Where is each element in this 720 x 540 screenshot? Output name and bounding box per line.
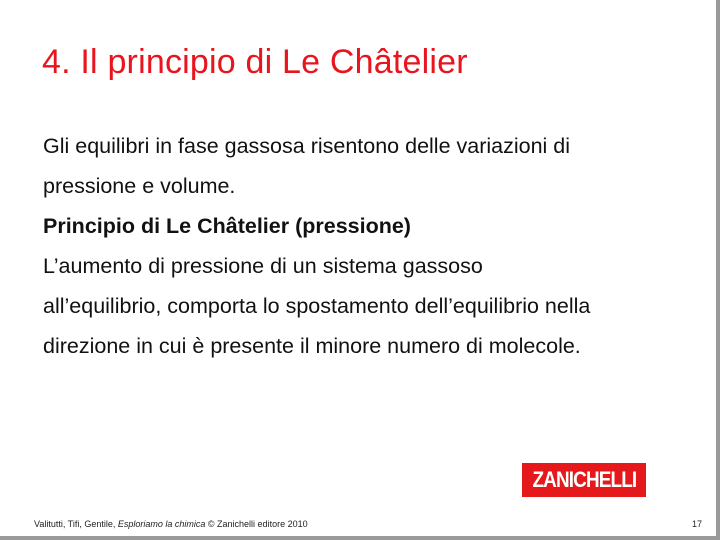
body-line: pressione e volume.: [43, 174, 236, 198]
footer-credits: [34, 519, 308, 529]
slide-body: [43, 126, 683, 366]
body-line: direzione in cui è presente il minore numero di molecole.: [43, 334, 581, 358]
body-line: all’equilibrio, comporta lo spostamento dell’equilibrio nella: [43, 294, 591, 318]
zanichelli-logo: [522, 463, 646, 497]
footer-publisher: © Zanichelli editore 2010: [205, 519, 308, 529]
page-number: 17: [691, 519, 702, 529]
footer-authors: Valitutti, Tifi, Gentile,: [34, 519, 118, 529]
logo-text: ZANICHELLI: [532, 467, 636, 492]
slide-title: 4. Il principio di Le Châtelier: [42, 43, 468, 81]
footer-book-title: Esploriamo la chimica: [117, 519, 206, 529]
principle-heading: Principio di Le Châtelier (pressione): [43, 214, 411, 238]
body-line: Gli equilibri in fase gassosa risentono delle variazioni di: [43, 134, 571, 158]
body-line: L’aumento di pressione di un sistema gassoso: [43, 254, 483, 278]
